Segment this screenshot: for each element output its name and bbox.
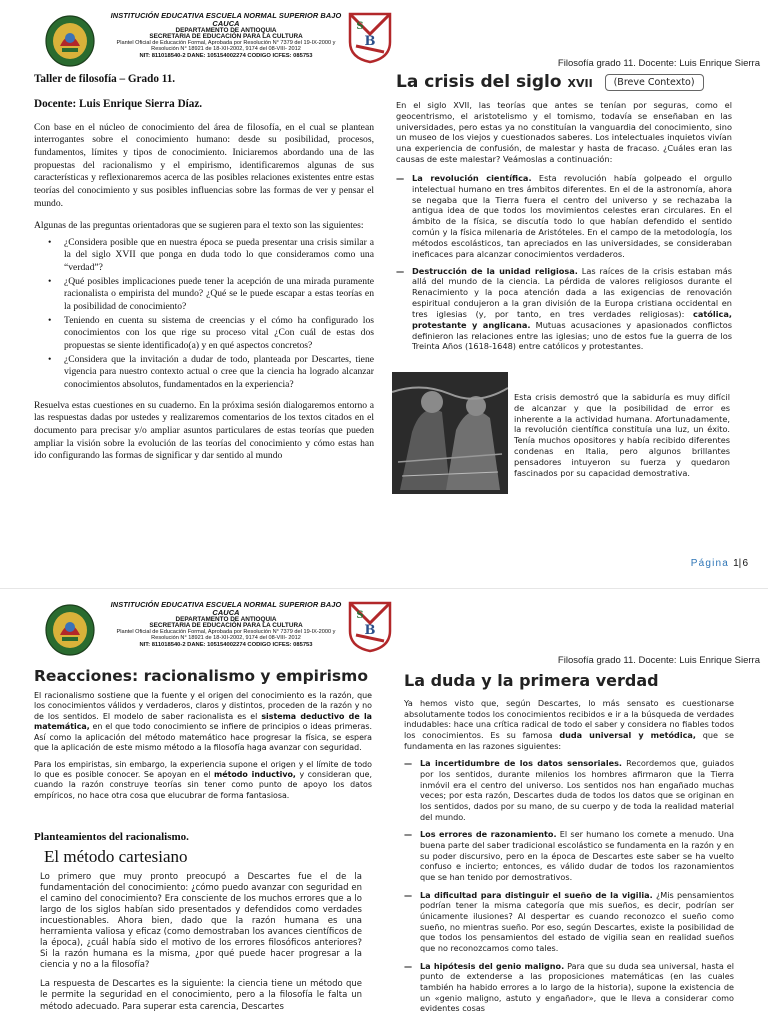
letterhead — [0, 0, 768, 66]
crisis-section — [396, 72, 732, 352]
method-paragraph-2: La respuesta de Descartes es la siguiente: la ciencia tiene un método que le permite la seguridad en el conocimiento, pero a la filosofía le falta un método adecuado. Para superar esta carencia, Descartes — [40, 979, 362, 1012]
cartesian-method-title: El método cartesiano — [44, 847, 188, 866]
crisis-intro: En el siglo XVII, las teorías que antes se tenían por seguras, como el geocentrismo, el aristotelismo y el tomismo, todavía se enseñaban en las universidades, pero estas ya no constituían la vanguardia del conocimiento, sino un museo de los viejos y cuestionados saberes. Los intelectuales inquietos vivían una experiencia de confusión, de malestar y hasta de fracaso. ¿Cuáles eran las causas de este malestar? Veámoslas a continuación: — [396, 100, 732, 165]
doc-running-header: Filosofía grado 11. Docente: Luis Enrique Sierra — [557, 655, 760, 666]
svg-text:B: B — [364, 623, 376, 638]
questions-intro: Algunas de las preguntas orientadoras que se sugieren para el texto son las siguientes: — [34, 220, 364, 232]
secretariat-name: SECRETARIA DE EDUCACIÓN PARA LA CULTURA — [149, 33, 303, 41]
svg-text:S: S — [356, 21, 364, 32]
reactions-section — [34, 667, 372, 801]
woodcut-illustration — [392, 372, 508, 494]
normal-school-shield-icon — [348, 601, 392, 653]
list-item: • ¿Considera que la invitación a dudar de todo, planteada por Descartes, tiene vigencia para nuestro contexto actual o cree que la ciencia ha logrado alcanzar conocimientos absolutos, fundamentados en la experiencia? — [64, 354, 374, 392]
intro-paragraph: Con base en el núcleo de conocimiento del área de filosofía, en el cual se plantean interrogantes sobre el conocimiento humano: desde su posibilidad, procesos, fundamentos, límites y tipos de conocimiento. Iniciaremos abordando una de las propuestas del racionalismo y el empirismo, identificaremos algunas de sus características y reflexionaremos acerca de las posibles relaciones existentes entre estas teorías del conocimiento y sus posibles influencias sobre las formas de ver y pensar el mundo. — [34, 121, 374, 209]
page-number: Página 1|6 — [690, 558, 748, 569]
crisis-cause-religious: — Destrucción de la unidad religiosa. Las raíces de la crisis estaban más allá del mundo de la ciencia. La pérdida de valores religiosos durante el Renacimiento y la poca atención dada a las exigencias de renovación espiritual condujeron a la gran división de la Europa cristiana occidental en tres iglesias (y, por tanto, en tres verdades religiosas): católica, protestante y anglicana. Mutuas acusaciones y apasionados conflictos definieron las relaciones entre las iglesias; uno de estos fue la guerra de los Treinta Años (1618-1648) entre católicos y protestantes. — [396, 265, 732, 352]
department-name: DEPARTAMENTO DE ANTIOQUIA — [175, 26, 277, 34]
doubt-intro: Ya hemos visto que, según Descartes, lo más sensato es cuestionarse absolutamente todos los conocimientos recibidos e ir a la búsqueda de verdades indudables: hace una crítica radical de todo el saber y considera no fiables todos los conocimientos. Es su famosa duda universal y metódica, que se fundamenta en las razones siguientes: — [404, 698, 735, 751]
nit-dane-line: NIT: 811018540-2 DANE: 105154002274 CODIGO ICFES: 085753 — [139, 52, 313, 59]
list-item: • ¿Considera posible que en nuestra época se pueda presentar una crisis similar a la del siglo XVII que ponga en duda todo lo que consideramos como una “verdad”? — [64, 237, 374, 275]
institution-name: INSTITUCIÓN EDUCATIVA ESCUELA NORMAL SUPERIOR BAJO CAUCA — [110, 11, 342, 28]
crisis-closing: Esta crisis demostró que la sabiduría es muy difícil de alcanzar y que la posibilidad de error es inherente a la actividad humana. Afortunadamente, la revolución científica constituía una luz, un éxito. Tenía muchos opositores y había recibido diferentes condenas en Italia, pero algunos brillantes pensadores intuyeron su fuerza y quedaron fascinados por su capacidad demostrativa. — [514, 392, 730, 478]
doc-running-header: Filosofía grado 11. Docente: Luis Enrique Sierra — [557, 58, 760, 69]
workshop-title: Taller de filosofía – Grado 11. — [34, 73, 176, 85]
svg-text:S: S — [356, 610, 364, 621]
workshop-intro-column — [34, 72, 374, 463]
page-2 — [0, 588, 768, 1024]
doubt-reason-dream: — La dificultad para distinguir el sueño de la vigilia. ¿Mis pensamientos podrían tener la misma categoría que mis sueños, es decir, podrían ser únicamente ilusiones? Al despertar es cuando reconozco el sueño como sueño, no mientras sueño. Por eso, según Descartes, existe la posibilidad de que todos los pensamientos del estado de vigilia sean en realidad sueños que no reconozcamos como tales. — [404, 889, 734, 954]
resolution-line: Plantel Oficial de Educación Formal, Aprobada por Resolución N° 7379 del 19-IX-2000 y — [116, 39, 336, 46]
doubt-title: La duda y la primera verdad — [404, 671, 659, 690]
guiding-questions-list — [64, 237, 374, 392]
school-seal-icon — [44, 603, 96, 657]
secretariat-name: SECRETARIA DE EDUCACIÓN PARA LA CULTURA — [149, 622, 303, 630]
cartesian-method-section — [40, 872, 362, 1013]
doubt-reason-reasoning: — Los errores de razonamiento. El ser humano los comete a menudo. Una buena parte del saber tradicional escolástico se fundamenta en la razón y en su poder discursivo, pero en la época de Descartes este saber se ha vuelto confuso e incierto; entonces, es válido dudar de todos los razonamientos que se han tenido por demostrativos. — [404, 829, 735, 883]
method-paragraph-1: Lo primero que muy pronto preocupó a Descartes fue el de la fundamentación del conocimiento: ¿cómo puedo avanzar con seguridad en el camino del conocimiento? Era consciente de los muchos errores que a lo largo de los siglos habían sido presentados y defendidos como verdades incuestionables. Ahora bien, dado que la razón humana es una herramienta valiosa y eficaz (como demostraban los avances científicos de la época), ¿cuál había sido el motivo de los errores filosóficos anteriores? Si la razón humana es la misma, ¿por qué puede hacer progresar a la ciencia y no a la filosofía? — [40, 872, 362, 971]
reactions-title: Reacciones: racionalismo y empirismo — [34, 667, 368, 685]
svg-text:B: B — [364, 34, 376, 49]
rationalism-heading: Planteamientos del racionalismo. — [34, 831, 189, 843]
school-seal-icon — [44, 14, 96, 68]
crisis-cause-scientific: — La revolución científica. Esta revolución había golpeado el orgullo intelectual humano en tres ámbitos diferentes. En el de la astronomía, ahora se negaba que la Tierra fuera el centro del universo y se rechazaba la antigua idea de que todos los movimientos celestes eran circulares. En el ámbito de la física, se discutía todo lo que habían defendido el sentido común y la física milenaria de Aristóteles. En el campo de la metodología, los métodos escolásticos, tan apreciados en las universidades, se consideraban ineficaces para alcanzar conocimientos verdaderos. — [396, 172, 732, 259]
empiricism-paragraph: Para los empiristas, sin embargo, la experiencia supone el origen y el límite de todo lo que es posible conocer. Se apoyan en el método inductivo, y consideran que, cuando la razón construye teorías sin tener como punto de apoyo los datos empíricos, no hace otra cosa que elucubrar de forma fantasiosa. — [34, 759, 372, 800]
resolution-line-2: Resolución N° 18921 de 18-XII-2002, 9174 del 08-VIII- 2012 — [151, 45, 301, 52]
nit-dane-line: NIT: 811018540-2 DANE: 105154002274 CODIGO ICFES: 085753 — [139, 641, 313, 648]
department-name: DEPARTAMENTO DE ANTIOQUIA — [175, 615, 277, 623]
doubt-section — [404, 671, 734, 1014]
letterhead — [0, 589, 768, 655]
crisis-title: La crisis del siglo XVII (Breve Contexto) — [396, 72, 732, 92]
normal-school-shield-icon — [348, 12, 392, 64]
closing-paragraph: Resuelva estas cuestiones en su cuaderno. En la próxima sesión dialogaremos entorno a las respuestas dadas por ustedes y realizaremos comentarios de los textos citados en el documento para precisar y/o ampliar asuntos particulares de estas teorías que pueden ampliar la visión sobre la evolución de las teorías del conocimiento y cómo estas han ido configurando las formas de significar y dar sentido al mundo — [34, 399, 374, 462]
institution-header — [104, 12, 348, 59]
institution-name: INSTITUCIÓN EDUCATIVA ESCUELA NORMAL SUPERIOR BAJO CAUCA — [110, 600, 342, 617]
doubt-reason-senses: — La incertidumbre de los datos sensoriales. Recordemos que, guiados por los sentidos, durante milenios los hombres afirmaron que la Tierra inmóvil era el centro del universo. Los sentidos nos han engañado muchas veces; por esta razón, Descartes duda de todos los datos que se originan en los sentidos, dados por su mano, de su cuerpo y de toda la realidad material del mundo. — [404, 758, 734, 822]
institution-header — [104, 601, 348, 648]
list-item: • Teniendo en cuenta su sistema de creencias y el cómo ha configurado los conocimientos con los que rige su proceso vital ¿Con cuál de estas dos propuestas se siente identificado(a) y en qué aspectos concretos? — [64, 315, 374, 353]
resolution-line: Plantel Oficial de Educación Formal, Aprobada por Resolución N° 7379 del 19-IX-2000 y — [116, 628, 336, 635]
context-box: (Breve Contexto) — [605, 74, 704, 91]
doubt-reason-evil-genius: — La hipótesis del genio maligno. Para que su duda sea universal, hasta el punto de extenderse a las proposiciones matemáticas (en las cuales también ha habido errores a lo largo de la historia), supone la existencia de un «genio maligno, astuto y engañador», que le lleva a considerar como evidentes cosas — [404, 960, 734, 1014]
resolution-line-2: Resolución N° 18921 de 18-XII-2002, 9174 del 08-VIII- 2012 — [151, 634, 301, 641]
rationalism-paragraph: El racionalismo sostiene que la fuente y el origen del conocimiento es la razón, que los conocimientos válidos y verdaderos, claros y distintos, proceden de la razón y no de los sentidos. El modelo de saber racionalista es el sistema deductivo de la matemática, en el que todo conocimiento se infiere de principios o ideas primeras. Así como la aplicación del método matemático hace progresar la física, se espera que la aplicación de este mismo método a la filosofía haga avanzar con seguridad. — [34, 691, 372, 753]
list-item: • ¿Qué posibles implicaciones puede tener la acepción de una mirada puramente racionalista o empirista del mundo? ¿Qué se le puede escapar a estas teorías en la posibilidad de conocimiento? — [64, 276, 374, 314]
teacher-line: Docente: Luis Enrique Sierra Díaz. — [34, 97, 203, 110]
